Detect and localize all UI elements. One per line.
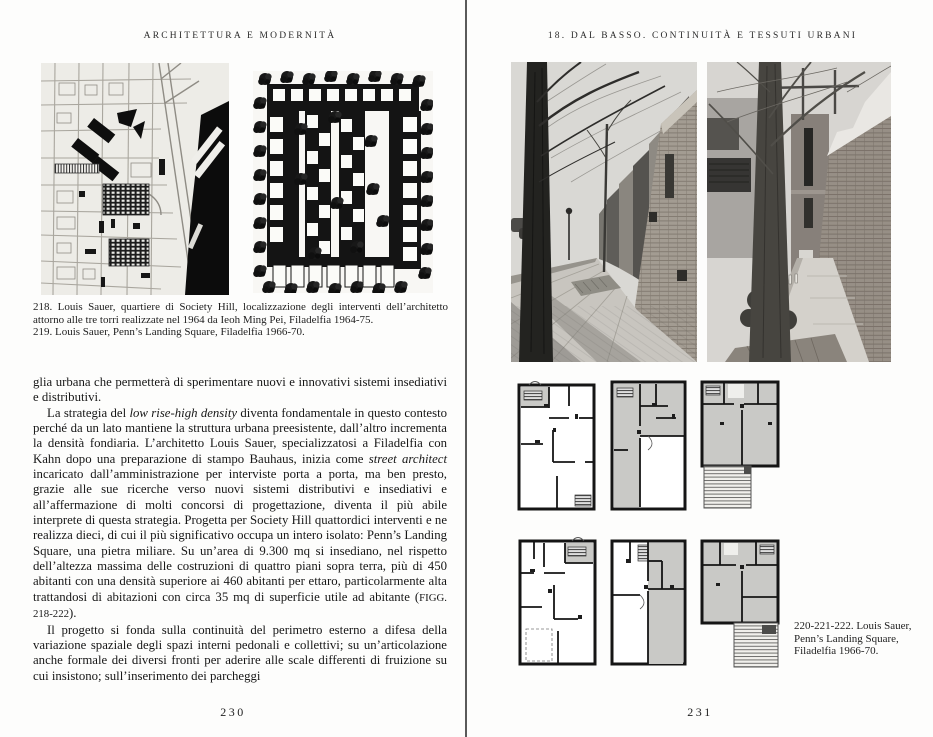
running-head-left: ARCHITETTURA E MODERNITÀ [143, 31, 337, 41]
caption-fig-220-222: 220-221-222. Louis Sauer, Penn’s Landing Square, Filadelfia 1966-70. [794, 620, 912, 658]
fig-222-plan-3 [700, 378, 780, 511]
fig-218-society-hill-map [41, 63, 229, 295]
fig-219-penns-landing-site-plan [253, 71, 433, 293]
italic-street-architect: street architect [368, 451, 447, 466]
caption-fig-218: 218. Louis Sauer, quartiere di Society Hill, localizzazione degli interventi dell’architetto attorno alle tre torri realizzate nel 1964 da Ieoh Ming Pei, Filadelfia 1964-75. [33, 301, 448, 326]
body-text [33, 375, 447, 684]
italic-low-rise-high-density: low rise-high density [129, 405, 238, 420]
body-paragraph-2: La strategia del low rise-high density diventa fondamentale in questo contesto perché da un lato mantiene la struttura urbana preesistente, dall’altro incrementa la densità fondiaria. L’architetto Louis Sauer, specializzatosi a Filadelfia con Kahn dopo una preparazione di stampo Bauhaus, inizia come street architect incaricato dall’amministrazione per interviste porta a porta, ma ben presto, grazie alle sue ricerche verso nuovi sistemi distributivi e insediativi e all’affermazione di molti concorsi di progettazione, diventa il più abile interprete di questa strategia. Progetta per Society Hill quattordici interventi e ne realizza dieci, di cui il più significativo occupa un intero isolato: Penn’s Landing Square, una pietra miliare. Su un’area di 9.300 mq si insediano, nel rispetto dell’altezza massima delle costruzioni di quattro piani sopra terra, più di 450 abitanti con una densità superiore ai 460 abitanti per ettaro, particolarmente alta trattandosi di abitazioni con circa 35 mq di superficie utile ad abitante (FIGG. 218-222). [33, 405, 448, 621]
caption-block-left [33, 301, 448, 339]
fig-222-plan-4 [518, 537, 597, 668]
fig-222-plan-6 [700, 537, 780, 670]
page-number-right: 231 [687, 705, 713, 719]
caption-fig-219: 219. Louis Sauer, Penn’s Landing Square, Filadelfia 1966-70. [33, 326, 305, 339]
figure-reference: FIGG. 218-222 [33, 591, 447, 621]
page-number-left: 230 [220, 705, 246, 719]
fig-222-plan-5 [610, 537, 687, 668]
page-left [0, 0, 466, 737]
body-paragraph-3: Il progetto si fonda sulla continuità del perimetro esterno a difesa della variazione spaziale degli spazi interni pedonali e collettivi; su un’articolazione anche formale dei diversi fronti per aderire alle scale differenti di fruizione su cui insistono; sull’inserimento dei parcheggi [33, 622, 447, 683]
fig-221-walkway-photo [707, 62, 891, 362]
fig-222-plan-1 [517, 378, 596, 511]
body-paragraph-1: glia urbana che permetterà di sperimentare nuovi e innovativi sistemi insediativi e distributivi. [33, 375, 447, 405]
running-head-right: 18. DAL BASSO. CONTINUITÀ E TESSUTI URBANI [547, 31, 858, 41]
page-right [467, 0, 933, 737]
fig-222-plan-2 [610, 378, 687, 511]
fig-220-street-photo [511, 62, 697, 362]
